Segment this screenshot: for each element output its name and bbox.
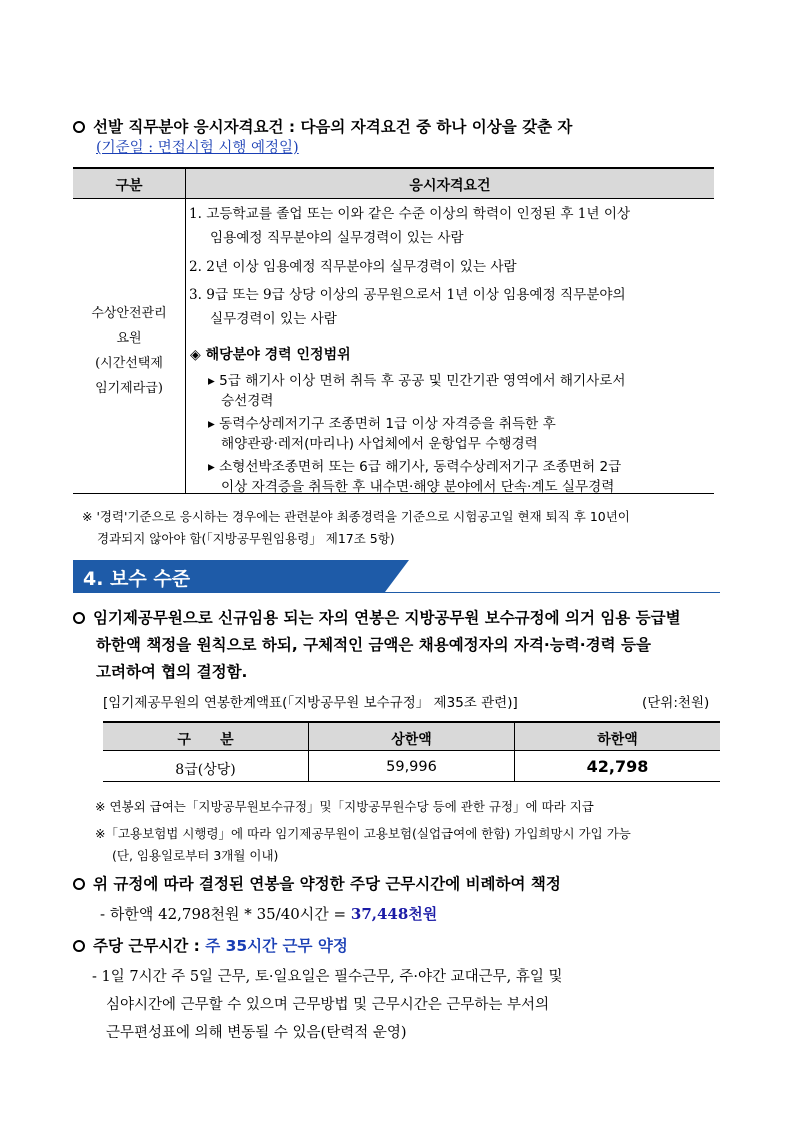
category-line: 수상안전관리 — [91, 306, 167, 321]
header-requirements: 응시자격요건 — [409, 178, 491, 194]
scope-item-3: ▸ 소형선박조종면허 또는 6급 해기사, 동력수상레저기구 조종면허 2급 — [208, 459, 622, 475]
career-note: ※ '경력'기준으로 응시하는 경우에는 관련분야 최종경력을 기준으로 시험공고일 현재 퇴직 후 10년이 — [82, 509, 630, 524]
hours-detail-cont2: 근무편성표에 의해 변동될 수 있음(탄력적 운영) — [106, 1025, 407, 1041]
hours-detail: - 1일 7시간 주 5일 근무, 토·일요일은 필수근무, 주·야간 교대근무, 휴일 및 — [92, 969, 563, 985]
category-line: 임기제라급) — [95, 381, 163, 396]
hours-detail-cont: 심야시간에 근무할 수 있으며 근무방법 및 근무시간은 근무하는 부서의 — [106, 997, 550, 1013]
qualification-title — [73, 115, 572, 137]
pay-header-upper: 상한액 — [391, 732, 432, 748]
pay-principle: 임기제공무원으로 신규임용 되는 자의 연봉은 지방공무원 보수규정에 의거 임용 등급별 — [73, 606, 681, 628]
pay-lower-value: 42,798 — [586, 757, 649, 776]
pay-header-lower: 하한액 — [597, 732, 638, 748]
category-line: (시간선택제 — [95, 356, 163, 371]
pay-principle-cont2: 고려하여 협의 결정함. — [96, 663, 248, 681]
requirement-3-cont: 실무경력이 있는 사람 — [210, 311, 337, 327]
section-divider — [73, 592, 720, 593]
requirement-1-cont: 임용예정 직무분야의 실무경력이 있는 사람 — [210, 230, 464, 246]
extra-pay-note: ※ 연봉외 급여는「지방공무원보수규정」및「지방공무원수당 등에 관한 규정」에 따라 지급 — [95, 799, 594, 814]
qualification-table — [73, 167, 714, 494]
circle-bullet-icon — [73, 940, 85, 952]
category-line: 요원 — [116, 331, 142, 346]
pay-table-caption: [임기제공무원의 연봉한계액표(「지방공무원 보수규정」 제35조 관련)] — [103, 695, 518, 711]
qualification-title-text: 선발 직무분야 응시자격요건 : 다음의 자격요건 중 하나 이상을 갖춘 자 — [93, 118, 573, 136]
pay-calculation: - 하한액 42,798천원 * 35/40시간 = 37,448천원 — [100, 905, 438, 923]
scope-item-2-cont: 해양관광·레저(마리나) 사업체에서 운항업무 수행경력 — [221, 436, 538, 452]
scope-item-1: ▸ 5급 해기사 이상 면허 취득 후 공공 및 민간기관 영역에서 해기사로서 — [208, 373, 626, 389]
header-category: 구분 — [115, 178, 143, 194]
section-title: 4. 보수 수준 — [83, 568, 191, 590]
pay-header-category: 구 분 — [177, 732, 234, 748]
pay-grade: 8급(상당) — [175, 762, 236, 778]
scope-title: ◈ 해당분야 경력 인정범위 — [190, 347, 351, 363]
circle-bullet-icon — [73, 612, 85, 624]
calculated-pay: 37,448천원 — [350, 905, 438, 923]
pay-proportion: 위 규정에 따라 결정된 연봉을 약정한 주당 근무시간에 비례하여 책정 — [73, 872, 561, 894]
insurance-note: ※「고용보험법 시행령」에 따라 임기제공무원이 고용보험(실업급여에 한함) 가입희망시 가입 가능 — [95, 826, 631, 841]
pay-principle-cont: 하한액 책정을 원칙으로 하되, 구체적인 금액은 채용예정자의 자격·능력·경력 등을 — [96, 636, 651, 654]
weekly-hours-value: 주 35시간 근무 약정 — [205, 937, 348, 955]
pay-upper-value: 59,996 — [386, 759, 437, 775]
scope-item-1-cont: 승선경력 — [221, 393, 274, 409]
scope-item-3-cont: 이상 자격증을 취득한 후 내수면·해양 분야에서 단속·계도 실무경력 — [221, 479, 615, 495]
scope-item-2: ▸ 동력수상레저기구 조종면허 1급 이상 자격증을 취득한 후 — [208, 416, 556, 432]
requirement-2: 2. 2년 이상 임용예정 직무분야의 실무경력이 있는 사람 — [189, 259, 517, 275]
circle-bullet-icon — [73, 878, 85, 890]
base-date: (기준일 : 면접시험 시행 예정일) — [96, 140, 299, 156]
weekly-hours: 주당 근무시간 : 주 35시간 근무 약정 — [73, 934, 348, 956]
requirement-3: 3. 9급 또는 9급 상당 이상의 공무원으로서 1년 이상 임용예정 직무분야의 — [189, 287, 626, 303]
insurance-note-cont: (단, 임용일로부터 3개월 이내) — [112, 848, 279, 863]
pay-table-unit: (단위:천원) — [642, 695, 710, 711]
career-note-cont: 경과되지 않아야 함(「지방공무원임용령」 제17조 5항) — [97, 531, 395, 546]
section-header — [73, 560, 409, 592]
requirement-1: 1. 고등학교를 졸업 또는 이와 같은 수준 이상의 학력이 인정된 후 1년 이상 — [189, 206, 631, 222]
circle-bullet-icon — [73, 121, 85, 133]
